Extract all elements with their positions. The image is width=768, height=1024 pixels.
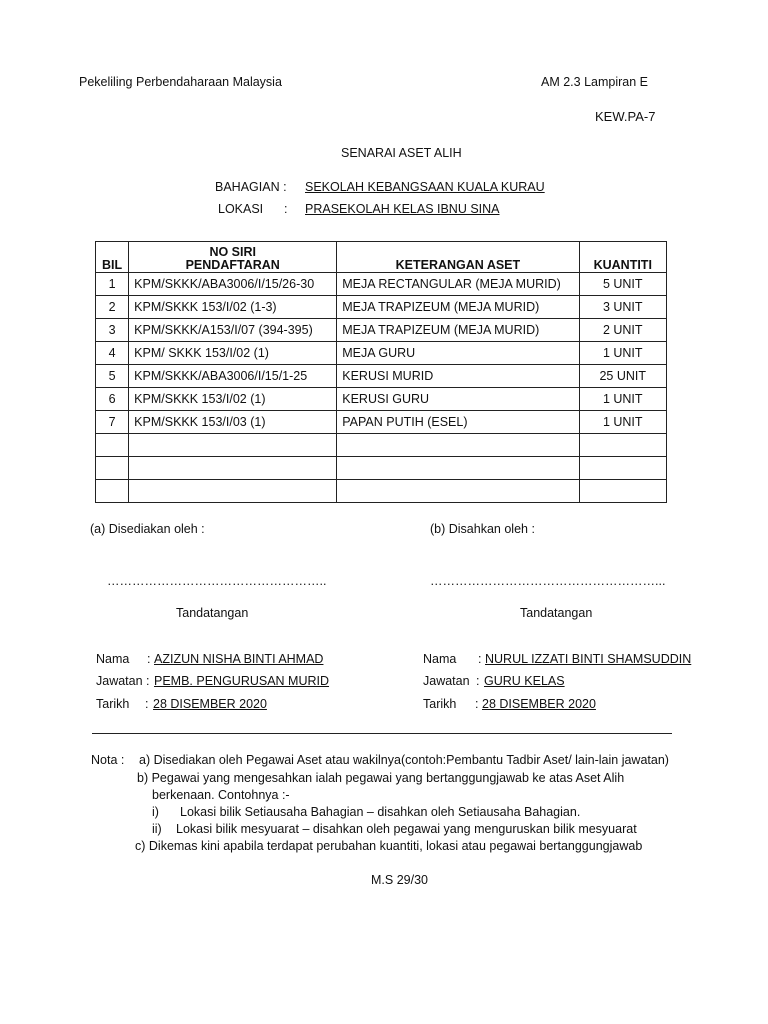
- table-row-empty: [96, 480, 667, 503]
- cell-kuantiti: 2 UNIT: [579, 319, 666, 342]
- approved-by-date-colon: :: [475, 697, 479, 711]
- cell-no-siri: KPM/SKKK 153/I/02 (1-3): [129, 296, 337, 319]
- cell-kuantiti: 1 UNIT: [579, 411, 666, 434]
- cell-bil: 1: [96, 273, 129, 296]
- approved-by-position-value: GURU KELAS: [484, 674, 565, 688]
- cell-keterangan: MEJA TRAPIZEUM (MEJA MURID): [337, 319, 579, 342]
- header-kuantiti: KUANTITI: [579, 242, 666, 273]
- lokasi-label: LOKASI: [218, 202, 264, 216]
- header-right: AM 2.3 Lampiran E: [541, 75, 648, 89]
- page-title: SENARAI ASET ALIH: [341, 146, 462, 160]
- prepared-by-date-value: 28 DISEMBER 2020: [153, 697, 267, 711]
- table-row: [96, 411, 667, 434]
- table-row: [96, 388, 667, 411]
- header-left: Pekeliling Perbendaharaan Malaysia: [79, 75, 282, 89]
- cell-kuantiti: 5 UNIT: [579, 273, 666, 296]
- approved-by-date-value: 28 DISEMBER 2020: [482, 697, 596, 711]
- prepared-by-position-value: PEMB. PENGURUSAN MURID: [154, 674, 330, 688]
- cell-no-siri: KPM/ SKKK 153/I/02 (1): [129, 342, 337, 365]
- nota-c: c) Dikemas kini apabila terdapat perubahan kuantiti, lokasi atau pegawai bertanggungjawab: [135, 839, 643, 853]
- cell-no-siri: KPM/SKKK/A153/I/07 (394-395): [129, 319, 337, 342]
- cell-bil: 5: [96, 365, 129, 388]
- cell-bil: 7: [96, 411, 129, 434]
- header-no-siri: [129, 242, 337, 273]
- page-number: M.S 29/30: [371, 873, 428, 887]
- nota-i-text: Lokasi bilik Setiausaha Bahagian – disahkan oleh Setiausaha Bahagian.: [180, 805, 581, 819]
- cell-kuantiti: 1 UNIT: [579, 388, 666, 411]
- nota-label: Nota :: [91, 753, 125, 767]
- header-no-siri-line1: NO SIRI: [209, 245, 256, 259]
- cell-kuantiti: 25 UNIT: [579, 365, 666, 388]
- cell-keterangan: MEJA GURU: [337, 342, 579, 365]
- table-row: [96, 342, 667, 365]
- cell-no-siri: KPM/SKKK 153/I/02 (1): [129, 388, 337, 411]
- lokasi-colon: :: [284, 202, 288, 216]
- table-row: [96, 365, 667, 388]
- header-bil: BIL: [96, 242, 129, 273]
- approved-by-name-colon: :: [478, 652, 482, 666]
- cell-no-siri: KPM/SKKK/ABA3006/I/15/1-25: [129, 365, 337, 388]
- approved-by-date-label: Tarikh: [423, 697, 457, 711]
- table-row: [96, 273, 667, 296]
- nota-b-line1: b) Pegawai yang mengesahkan ialah pegawai yang bertanggungjawab ke atas Aset Alih: [137, 771, 625, 785]
- cell-keterangan: MEJA TRAPIZEUM (MEJA MURID): [337, 296, 579, 319]
- nota-b-line2: berkenaan. Contohnya :-: [152, 788, 290, 802]
- cell-kuantiti: 1 UNIT: [579, 342, 666, 365]
- prepared-by-signature-label: Tandatangan: [176, 606, 249, 620]
- prepared-by-name-value: AZIZUN NISHA BINTI AHMAD: [154, 652, 324, 666]
- prepared-by-heading: (a) Disediakan oleh :: [90, 522, 205, 536]
- table-row: [96, 296, 667, 319]
- prepared-by-name-label: Nama: [96, 652, 130, 666]
- section-divider: [92, 733, 672, 734]
- nota-ii-number: ii): [152, 822, 162, 836]
- approved-by-position-label: Jawatan: [423, 674, 470, 688]
- prepared-by-position-label: Jawatan :: [96, 674, 150, 688]
- approved-by-heading: (b) Disahkan oleh :: [430, 522, 535, 536]
- approved-by-signature-line: ………………………………………………...: [430, 574, 666, 588]
- cell-no-siri: KPM/SKKK 153/I/03 (1): [129, 411, 337, 434]
- approved-by-name-label: Nama: [423, 652, 457, 666]
- approved-by-position-colon: :: [476, 674, 480, 688]
- table-row: [96, 319, 667, 342]
- cell-bil: 2: [96, 296, 129, 319]
- prepared-by-name-colon: :: [147, 652, 151, 666]
- header-keterangan: KETERANGAN ASET: [337, 242, 579, 273]
- prepared-by-date-colon: :: [145, 697, 149, 711]
- lokasi-value: PRASEKOLAH KELAS IBNU SINA: [305, 202, 500, 216]
- cell-keterangan: KERUSI MURID: [337, 365, 579, 388]
- approved-by-signature-label: Tandatangan: [520, 606, 593, 620]
- nota-a: a) Disediakan oleh Pegawai Aset atau wakilnya(contoh:Pembantu Tadbir Aset/ lain-lain jawatan): [139, 753, 669, 767]
- bahagian-label: BAHAGIAN :: [215, 180, 287, 194]
- table-row-empty: [96, 434, 667, 457]
- cell-keterangan: MEJA RECTANGULAR (MEJA MURID): [337, 273, 579, 296]
- cell-keterangan: KERUSI GURU: [337, 388, 579, 411]
- approved-by-name-value: NURUL IZZATI BINTI SHAMSUDDIN: [485, 652, 692, 666]
- cell-no-siri: KPM/SKKK/ABA3006/I/15/26-30: [129, 273, 337, 296]
- nota-i-number: i): [152, 805, 159, 819]
- cell-kuantiti: 3 UNIT: [579, 296, 666, 319]
- nota-ii-text: Lokasi bilik mesyuarat – disahkan oleh pegawai yang menguruskan bilik mesyuarat: [176, 822, 637, 836]
- form-code: KEW.PA-7: [595, 109, 656, 124]
- cell-keterangan: PAPAN PUTIH (ESEL): [337, 411, 579, 434]
- prepared-by-signature-line: ……………………………………………..: [107, 574, 327, 588]
- cell-bil: 4: [96, 342, 129, 365]
- bahagian-value: SEKOLAH KEBANGSAAN KUALA KURAU: [305, 180, 545, 194]
- cell-bil: 6: [96, 388, 129, 411]
- asset-table: [95, 241, 667, 503]
- cell-bil: 3: [96, 319, 129, 342]
- table-row-empty: [96, 457, 667, 480]
- prepared-by-date-label: Tarikh: [96, 697, 130, 711]
- table-header-row: [96, 242, 667, 273]
- header-no-siri-line2: PENDAFTARAN: [185, 258, 280, 272]
